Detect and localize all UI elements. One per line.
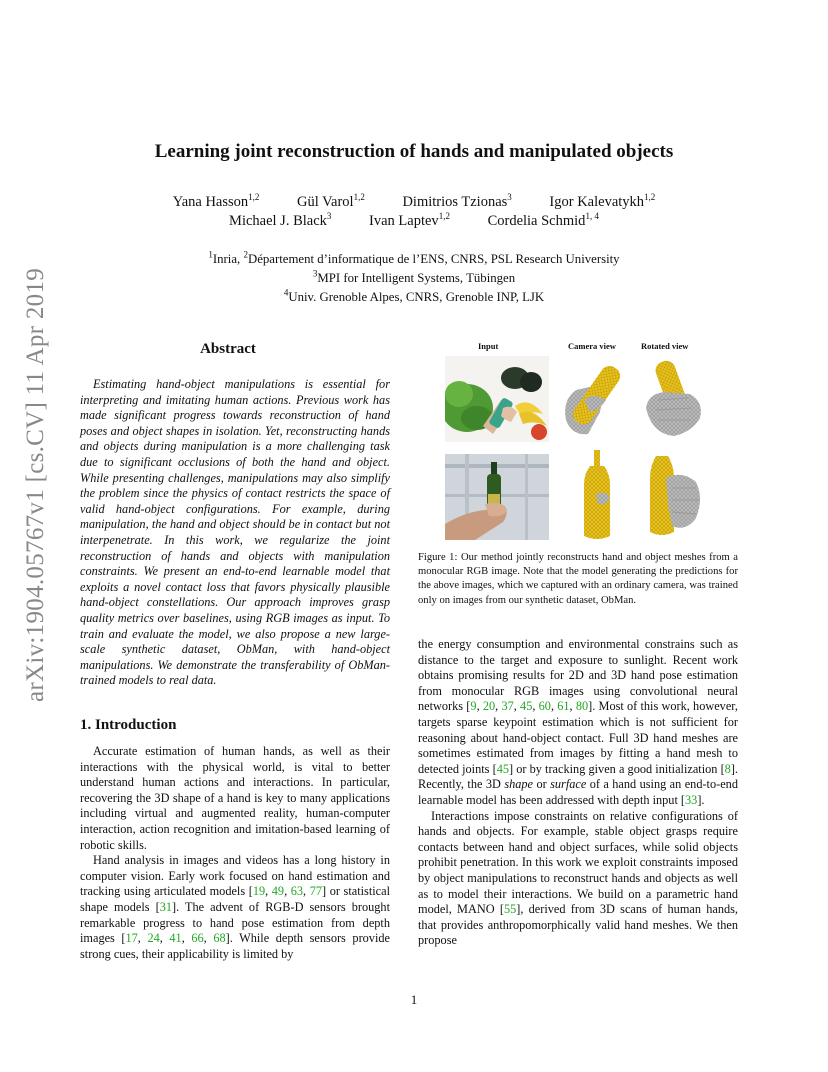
author: Cordelia Schmid$^{1, 4}$ bbox=[487, 211, 599, 229]
author: Ivan Laptev$^{1,2}$ bbox=[369, 211, 450, 229]
author-list bbox=[0, 193, 828, 231]
abstract-body bbox=[80, 377, 390, 689]
input-photo-bottle-window bbox=[445, 454, 549, 540]
section-heading-introduction: 1. Introduction bbox=[80, 717, 177, 733]
reconstruction-camera-view-2 bbox=[560, 448, 634, 542]
citation-link[interactable]: 77 bbox=[309, 884, 323, 899]
author: Michael J. Black$^3$ bbox=[229, 211, 332, 229]
reconstruction-rotated-view-2 bbox=[638, 448, 712, 542]
citation-link[interactable]: 63 bbox=[290, 884, 304, 899]
citation-link[interactable]: 61 bbox=[557, 699, 570, 714]
citation-link[interactable]: 31 bbox=[159, 899, 172, 914]
citation-link[interactable]: 55 bbox=[503, 902, 517, 917]
author-line-1 bbox=[0, 193, 828, 212]
citation-link[interactable]: 80 bbox=[575, 699, 589, 714]
author: Igor Kalevatykh$^{1,2}$ bbox=[549, 192, 656, 210]
citation-link[interactable]: 17 bbox=[125, 931, 138, 946]
abstract-heading: Abstract bbox=[200, 341, 256, 357]
citation-link[interactable]: 9 bbox=[470, 699, 477, 714]
affiliation-line: $^4$Univ. Grenoble Alpes, CNRS, Grenoble INP, LJK bbox=[283, 287, 545, 304]
figure-column-label-input: Input bbox=[478, 341, 499, 351]
reconstruction-camera-view-1 bbox=[560, 356, 634, 442]
author-line-2 bbox=[0, 212, 828, 231]
right-paragraph-1: the energy consumption and environmental constrains such as distance to the target and exposure to sunlight. Recent work obtains promising results for 2D and 3D hand pose estimation from monocular RGB images using convolutional neural networks [9, 20, 37, 45, 60, 61, 80]. Most of this work, however, targets sparse keypoint estimation which is not sufficient for reasoning about hand-object contact. Full 3D hand meshes are sometimes estimated from images by fitting a hand mesh to detected joints [45] or by tracking given a good initialization [8]. Recently, the 3D shape or surface of a hand using an end-to-end learnable model has been addressed with depth input [33]. bbox=[418, 637, 738, 807]
affiliation-line: $^3$MPI for Intelligent Systems, Tübingen bbox=[312, 268, 516, 285]
citation-link[interactable]: 45 bbox=[496, 761, 509, 776]
introduction-body bbox=[80, 744, 390, 962]
figure-column-label-rotated-view: Rotated view bbox=[641, 341, 689, 351]
citation-link[interactable]: 60 bbox=[538, 699, 551, 714]
figure-column-label-camera-view: Camera view bbox=[568, 341, 616, 351]
citation-link[interactable]: 45 bbox=[520, 699, 533, 714]
author: Yana Hasson$^{1,2}$ bbox=[172, 192, 260, 210]
arxiv-stamp: arXiv:1904.05767v1 [cs.CV] 11 Apr 2019 bbox=[22, 267, 49, 702]
citation-link[interactable]: 37 bbox=[501, 699, 514, 714]
citation-link[interactable]: 41 bbox=[169, 931, 182, 946]
page-number: 1 bbox=[410, 992, 418, 1007]
intro-paragraph-2: Hand analysis in images and videos has a long history in computer vision. Early work focused on hand estimation and tracking using articulated models [19, 49, 63, 77] or statistical shape models [31]. The advent of RGB-D sensors brought remarkable progress to hand pose estimation from depth images [17, 24, 41, 66, 68]. While depth sensors provide strong cues, their applicability is limited by bbox=[80, 853, 390, 961]
affiliations bbox=[0, 250, 828, 307]
right-paragraph-2: Interactions impose constraints on relative configurations of hands and objects. For example, stable object grasps require contacts between hand and object surfaces, while solid objects prohibit penetration. In this work we exploit constraints imposed by object manipulations to reconstruct hands and objects as well as to model their interactions. We build on a parametric hand model, MANO [55], derived from 3D scans of human hands, that provides anthropomorphically valid hand meshes. We then propose bbox=[418, 808, 738, 948]
citation-link[interactable]: 33 bbox=[685, 792, 698, 807]
abstract-paragraph: Estimating hand-object manipulations is essential for interpreting and imitating human actions. Previous work has made significant progress towards reconstruction of hand poses and object shapes in isolation. Yet, reconstructing hands and objects during manipulation is a more challenging task due to significant occlusions of both the hand and object. While presenting challenges, manipulations may also simplify the problem since the physics of contact restricts the space of valid hand-object configurations. For example, during manipulation, the hand and object should be in contact but not interpenetrate. In this work, we regularize the joint reconstruction of hands and objects with manipulation constraints. We present an end-to-end learnable model that exploits a novel contact loss that favors physically plausible hand-object constellations. Our approach improves grasp quality metrics over baselines, using RGB images as input. To train and evaluate the model, we also propose a new large-scale synthetic dataset, ObMan, with hand-object manipulations. We demonstrate the transferability of ObMan-trained models to real data. bbox=[80, 377, 390, 688]
citation-link[interactable]: 66 bbox=[191, 931, 204, 946]
reconstruction-rotated-view-1 bbox=[638, 356, 712, 442]
citation-link[interactable]: 19 bbox=[252, 884, 266, 899]
paper-title: Learning joint reconstruction of hands and manipulated objects bbox=[154, 141, 674, 162]
author: Dimitrios Tzionas$^3$ bbox=[402, 192, 512, 210]
citation-link[interactable]: 68 bbox=[213, 931, 226, 946]
figure-1 bbox=[420, 336, 740, 544]
affiliation-line: $^1$Inria, $^2$Département d’informatique de l’ENS, CNRS, PSL Research University bbox=[208, 249, 620, 266]
citation-link[interactable]: 49 bbox=[271, 884, 285, 899]
figure-1-caption: Figure 1: Our method jointly reconstructs hand and object meshes from a monocular RGB image. Note that the model generating the predictions for the above images, which we captured with an ordinary camera, was trained only on images from our synthetic dataset, ObMan. bbox=[418, 552, 738, 606]
input-photo-fruit-bottle bbox=[445, 356, 549, 442]
intro-paragraph-1: Accurate estimation of human hands, as well as their interactions with the physical world, is vital to better understand human actions and interactions. In particular, recovering the 3D shape of a hand is key to many applications including virtual and augmented reality, human-computer interaction, action recognition and imitation-based learning of robotic skills. bbox=[80, 744, 390, 852]
citation-link[interactable]: 24 bbox=[147, 931, 160, 946]
right-column-body bbox=[418, 637, 738, 949]
citation-link[interactable]: 8 bbox=[724, 761, 731, 776]
author: Gül Varol$^{1,2}$ bbox=[297, 192, 365, 210]
citation-link[interactable]: 20 bbox=[482, 699, 496, 714]
